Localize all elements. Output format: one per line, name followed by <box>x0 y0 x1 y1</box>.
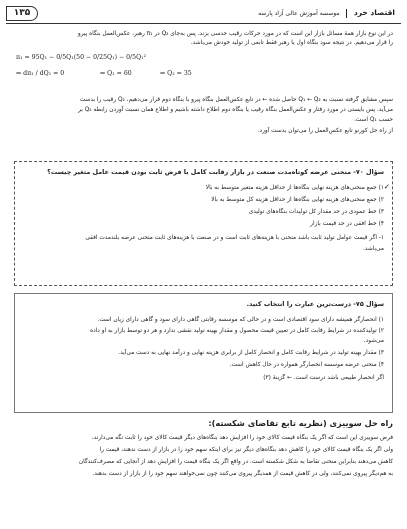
question-70-option-1: ۱) جمع منحنی‌های هزینه نهایی بنگاه‌ها از حداقل هزینه متغیر متوسط به بالا <box>205 185 384 191</box>
middle-line-3: حسب Q₁ است. <box>353 117 393 123</box>
question-75-option-2-cont: می‌شود. <box>363 338 384 344</box>
question-70-title: سؤال ۷۰- منحنی عرضه کوتاه‌مدت صنعت در بازار رقابت کامل با فرض ثابت بودن قیمت عامل متغیر چیست؟ <box>47 168 384 176</box>
question-70-answer-line-2: می‌باشد. <box>362 246 384 252</box>
question-70-option-4: ۴) خط افقی در حد قیمت بازار <box>310 221 384 227</box>
intro-line-1: در این نوع بازار همهٔ مسائل بازار این است که در مورد حرکات رقیب حدسی بزند. پس به‌جای Q₂ در π₁ رهبر، عکس‌العمل بنگاه پیرو <box>77 31 393 37</box>
question-75-title: سؤال ۷۵- درست‌ترین عبارت را انتخاب کنید. <box>246 300 384 308</box>
q1-result: ⇒ Q₁ = 60 <box>100 70 132 77</box>
sweezy-line-4: به هم‌دیگر پیروی نمی‌کنند، ولی در کاهش قیمت از همدیگر پیروی می‌کنند چون نمی‌خواهند سهم خود را از بازار از دست بدهند. <box>92 471 393 477</box>
book-title: اقتصاد خرد <box>353 8 395 17</box>
middle-line-2: می‌آید. پس بایستی در مورد رفتار و عکس‌العمل بنگاه رقیب یا بنگاه دوم اطلاع داشته باشیم و اطلاع همان نسبت آوردن رابطه Q₂ بر <box>78 107 393 113</box>
institute-name: موسسه آموزش عالی آزاد پارسه <box>258 10 340 17</box>
question-75-box <box>14 293 393 413</box>
header-divider <box>6 23 401 24</box>
intro-line-2: را قرار می‌دهیم. در نتیجه سود بنگاه اول یا رهبر فقط تابعی از تولید خودش می‌باشد. <box>190 40 393 46</box>
middle-line-4: از راه حل کورنو تابع عکس‌العمل را می‌توان بدست آورد. <box>257 128 393 134</box>
question-75-option-1: ۱) انحصارگر همیشه دارای سود اقتصادی است و در حالی که موسسه رقابتی گاهی دارای سود و گاهی دارای زیان است. <box>97 317 384 323</box>
profit-equation: π₁ = 95Q₁ − 0/5Q₁(50 − 0/25Q₁) − 0/5Q₁² <box>16 54 147 61</box>
question-70-box <box>14 161 393 286</box>
question-75-option-4: ۴) منحنی عرضه موسسه انحصارگر همواره در حال کاهش است. <box>229 362 384 368</box>
sweezy-line-3: کاهش می‌دهند بنابراین منحنی تقاضا به شکل شکسته است. در واقع اگر یک بنگاه قیمت را افزایش دهد از آنجایی که مصرف‌کنندگان <box>78 459 393 465</box>
sweezy-line-1: فرض سوییزی این است که اگر یک بنگاه قیمت کالای خود را افزایش دهد بنگاه‌های دیگر قیمت کالای خود را ثابت نگه می‌دارند، <box>91 435 393 441</box>
page-header <box>6 6 401 24</box>
question-70-option-3: ۳) خط عمودی در حد مقدار کل تولیدات بنگاه‌های تولیدی <box>248 209 384 215</box>
q2-result: ⇒ Q₂ = 35 <box>160 70 192 77</box>
sweezy-heading: راه حل سوییزی (نظریه تابع تقاضای شکسته): <box>208 418 393 428</box>
page-number: ۱۳۵ <box>6 6 38 21</box>
header-titles <box>258 8 395 18</box>
question-75-option-2: ۲) تولیدکننده در شرایط رقابت کامل در تعیین قیمت محصول و مقدار بهینه تولید نقشی ندارد و هر دو توسط بازار به او داده <box>90 328 384 334</box>
handwritten-check-icon: ✓ <box>383 182 390 191</box>
question-70-option-2: ۲) جمع منحنی‌های هزینه نهایی بنگاه‌ها از حداقل هزینه کل متوسط به بالا <box>211 197 384 203</box>
middle-line-1: سپس مشابق گرفته نسبت به Q₁ ← Q₂ حاصل شده ← در تابع عکس‌العمل بنگاه پیرو با بنگاه دوم قرار می‌دهیم، Q₂ رقیب را بدست <box>79 97 393 103</box>
question-70-answer-line-1: ۱- اگر قیمت عوامل تولید ثابت باشد منحنی با هزینه‌های ثابت است و در صنعت با هزینه‌های ثابت منحنی عرضه بلندمدت افقی <box>85 235 384 241</box>
header-separator <box>346 9 347 18</box>
question-75-answer: اگر انحصار طبیعی باشد درست است. ← گزینهٔ (۳) <box>263 375 384 381</box>
sweezy-line-2: ولی اگر یک بنگاه قیمت کالای خود را کاهش دهد بنگاه‌های دیگر نیز برای اینکه سهم خود را در بازار از دست ندهند، قیمت را <box>99 447 393 453</box>
question-75-option-3: ۳) مقدار بهینه تولید در شرایط رقابت کامل و انحصار کامل از برابری هزینه نهایی و درآمد نهایی به دست می‌آید. <box>118 350 384 356</box>
derivative-equation: ⇒ dπ₁ / dQ₁ = 0 <box>16 70 65 77</box>
